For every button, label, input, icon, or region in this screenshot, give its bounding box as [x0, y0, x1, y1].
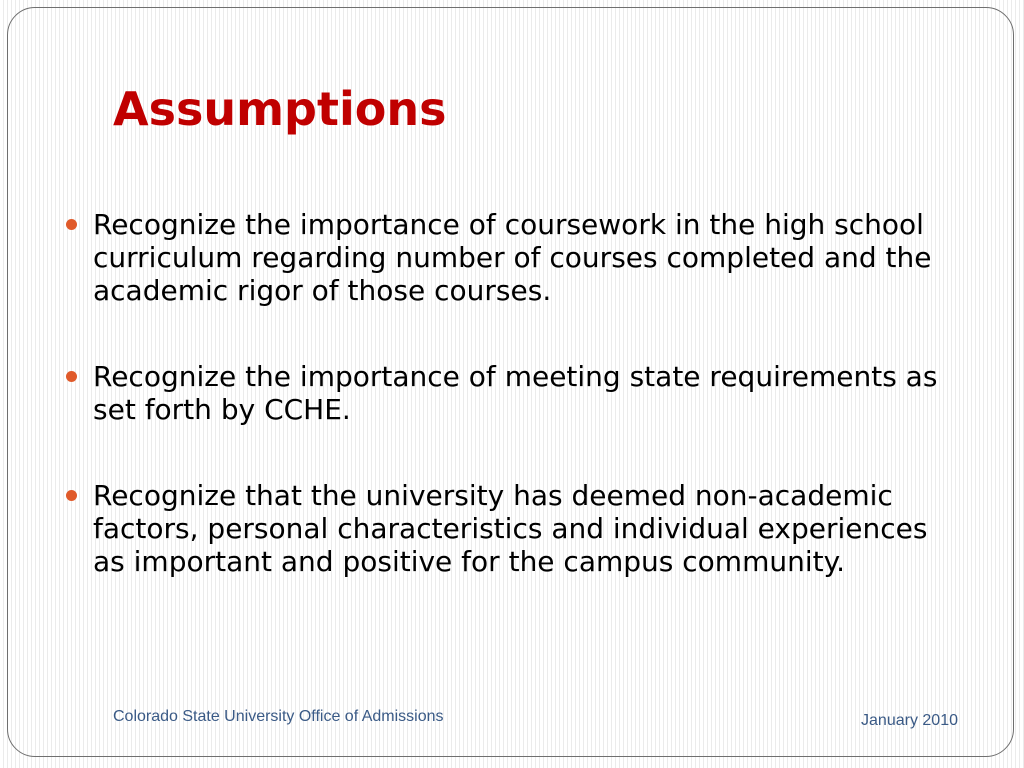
bullet-list	[62, 208, 942, 631]
bullet-marker-icon	[66, 219, 77, 230]
footer-date: January 2010	[861, 712, 958, 729]
bullet-text: Recognize that the university has deemed non-academic factors, personal characteristics and individual experiences as important and positive for the campus community.	[93, 479, 928, 578]
bullet-marker-icon	[66, 371, 77, 382]
bullet-text: Recognize the importance of coursework in the high school curriculum regarding number of courses completed and the academic rigor of those courses.	[93, 208, 932, 307]
slide-title: Assumptions	[113, 82, 447, 136]
bullet-marker-icon	[66, 490, 77, 501]
bullet-item	[62, 360, 942, 426]
bullet-text: Recognize the importance of meeting state requirements as set forth by CCHE.	[93, 360, 938, 426]
bullet-item	[62, 208, 942, 307]
footer-organization: Colorado State University Office of Admissions	[113, 708, 444, 725]
bullet-item	[62, 479, 942, 578]
